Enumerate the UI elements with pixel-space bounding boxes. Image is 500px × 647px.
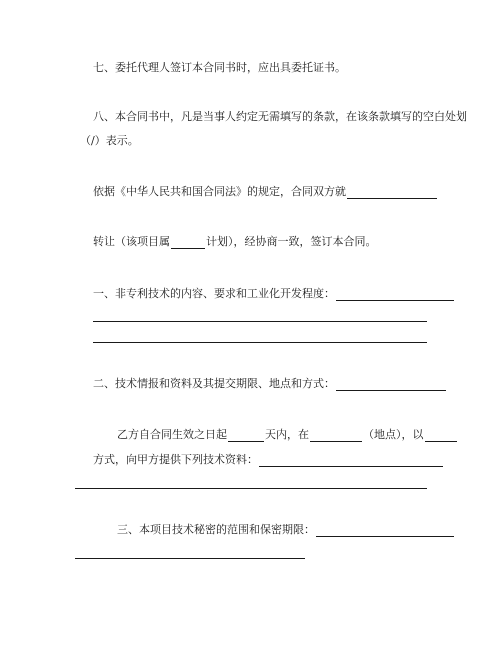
item-1-rule-2[interactable] bbox=[93, 342, 427, 343]
tech-materials-blank[interactable] bbox=[259, 454, 443, 467]
basis-line bbox=[93, 185, 438, 199]
clause-7 bbox=[93, 61, 346, 75]
item-1-line bbox=[93, 287, 455, 301]
transfer-text-1: 转让（该项目属 bbox=[93, 235, 170, 248]
item-2-line bbox=[93, 377, 447, 391]
tech-materials-rule[interactable] bbox=[75, 488, 427, 489]
project-name-blank[interactable] bbox=[347, 186, 437, 199]
item-1-label: 一、非专利技术的内容、要求和工业化开发程度： bbox=[93, 287, 335, 300]
clause-8-line-1 bbox=[93, 110, 467, 124]
transfer-line bbox=[93, 235, 377, 249]
clause-8-line-2 bbox=[80, 134, 139, 148]
item-3-rule[interactable] bbox=[75, 558, 305, 559]
days-blank[interactable] bbox=[228, 429, 264, 442]
plan-blank[interactable] bbox=[171, 236, 205, 249]
item-2-label: 二、技术情报和资料及其提交期限、地点和方式： bbox=[93, 377, 335, 390]
item-3-line bbox=[117, 523, 455, 537]
method-line bbox=[93, 453, 444, 467]
item-1-rule-1[interactable] bbox=[93, 321, 427, 322]
clause-8-text-1: 八、本合同书中，凡是当事人约定无需填写的条款，在该条款填写的空白处划 bbox=[93, 110, 467, 123]
method-blank[interactable] bbox=[425, 429, 457, 442]
clause-8-text-2: （/）表示。 bbox=[80, 134, 139, 147]
party-b-text-1: 乙方自合同生效之日起 bbox=[117, 428, 227, 441]
location-blank[interactable] bbox=[310, 429, 362, 442]
method-label: 方式，向甲方提供下列技术资料： bbox=[93, 453, 258, 466]
item-3-label: 三、本项目技术秘密的范围和保密期限： bbox=[117, 523, 315, 536]
transfer-text-2: 计划），经协商一致，签订本合同。 bbox=[206, 235, 377, 248]
basis-text: 依据《中华人民共和国合同法》的规定，合同双方就 bbox=[93, 185, 346, 198]
item-1-blank[interactable] bbox=[336, 288, 454, 301]
clause-7-text: 七、委托代理人签订本合同书时，应出具委托证书。 bbox=[93, 61, 346, 74]
item-3-blank[interactable] bbox=[316, 524, 454, 537]
party-b-text-3: （地点），以 bbox=[363, 428, 424, 441]
item-2-blank[interactable] bbox=[336, 378, 446, 391]
party-b-text-2: 天内，在 bbox=[265, 428, 309, 441]
party-b-line bbox=[117, 428, 458, 442]
